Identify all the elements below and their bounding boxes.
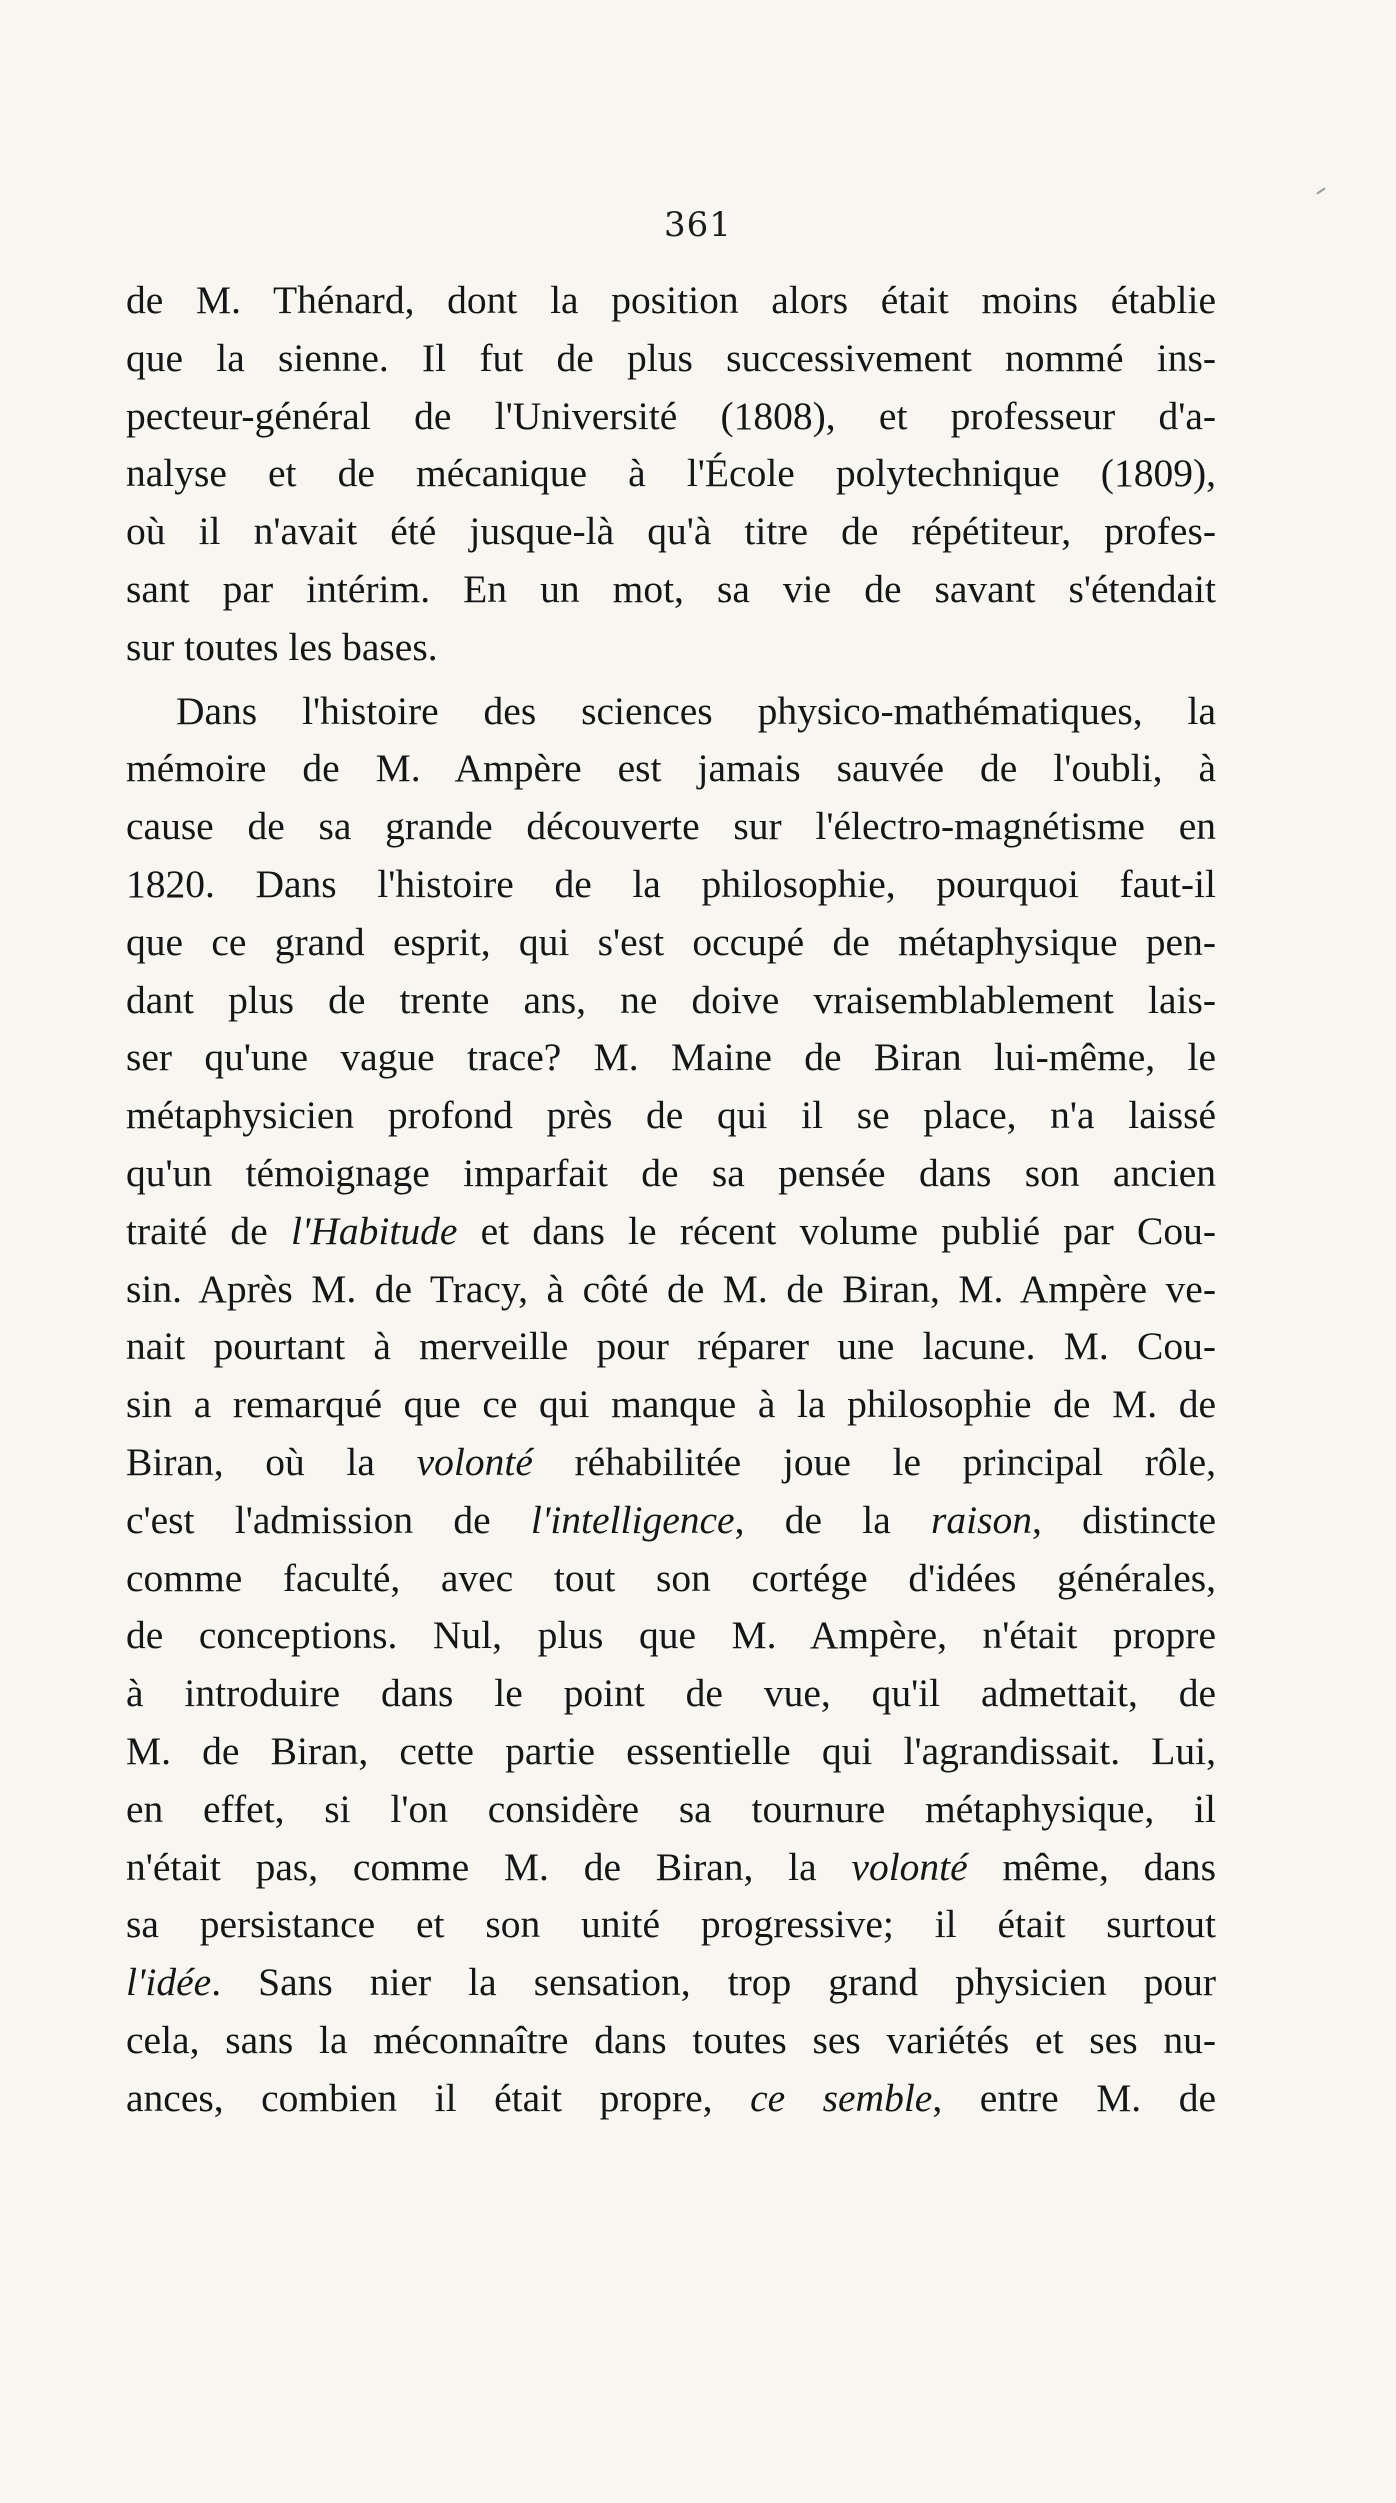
text-line: sin a remarqué que ce qui manque à la philosophie de M. de [126,1382,1216,1427]
text-line: Dans l'histoire des sciences physico-mathématiques, la [176,688,1216,733]
text-line: que ce grand esprit, qui s'est occupé de métaphysique pen- [126,919,1216,964]
text-line: à introduire dans le point de vue, qu'il admettait, de [126,1671,1216,1716]
italic-text: l'Habitude [290,1208,458,1253]
text-line: pecteur-général de l'Université (1808), et professeur d'a- [126,393,1216,438]
text-line: nalyse et de mécanique à l'École polytechnique (1809), [126,451,1216,496]
text-line: ser qu'une vague trace? M. Maine de Biran lui-même, le [126,1035,1216,1080]
page-number: 361 [664,205,732,245]
text-line: 1820. Dans l'histoire de la philosophie, pourquoi faut-il [126,861,1216,906]
text-line: ances, combien il était propre, ce semble, entre M. de [126,2075,1216,2120]
text-line: dant plus de trente ans, ne doive vraisemblablement lais- [126,977,1216,1022]
text-line: de M. Thénard, dont la position alors était moins établie [126,278,1216,322]
text-line: cela, sans la méconnaître dans toutes ses variétés et ses nu- [126,2017,1216,2062]
italic-text: l'intelligence [530,1497,735,1542]
text-line: qu'un témoignage imparfait de sa pensée dans son ancien [126,1150,1216,1195]
text-line: sin. Après M. de Tracy, à côté de M. de Biran, M. Ampère ve- [126,1266,1216,1311]
text-line: c'est l'admission de l'intelligence, de la raison, distincte [126,1497,1216,1542]
text-line: nait pourtant à merveille pour réparer une lacune. M. Cou- [126,1324,1216,1369]
italic-text: ce semble [750,2075,933,2120]
paragraph-2 [126,683,1216,2128]
text-line: sant par intérim. En un mot, sa vie de savant s'étendait [126,566,1216,611]
text-line: traité de l'Habitude et dans le récent volume publié par Cou- [126,1208,1216,1253]
text-line: métaphysicien profond près de qui il se place, n'a laissé [126,1093,1216,1138]
text-line: mémoire de M. Ampère est jamais sauvée de l'oubli, à [126,746,1216,791]
text-line: comme faculté, avec tout son cortége d'idées générales, [126,1555,1216,1600]
text-line: de conceptions. Nul, plus que M. Ampère, n'était propre [126,1613,1216,1658]
text-line: cause de sa grande découverte sur l'électro-magnétisme en [126,804,1216,849]
text-line: n'était pas, comme M. de Biran, la volonté même, dans [126,1844,1217,1889]
text-line: M. de Biran, cette partie essentielle qui l'agrandissait. Lui, [126,1728,1216,1773]
body-text [126,272,1216,2128]
text-line: où il n'avait été jusque-là qu'à titre de répétiteur, profes- [126,509,1216,554]
text-line: Biran, où la volonté réhabilitée joue le principal rôle, [126,1439,1217,1484]
italic-text: volonté [851,1844,968,1889]
text-line: sa persistance et son unité progressive; il était surtout [126,1902,1216,1947]
text-line: l'idée. Sans nier la sensation, trop grand physicien pour [126,1960,1216,2005]
paragraph-1 [126,272,1216,677]
italic-text: raison [931,1497,1033,1542]
text-line: sur toutes les bases. [126,624,438,669]
italic-text: l'idée [126,1960,212,2005]
italic-text: volonté [416,1439,533,1484]
margin-mark [1316,187,1325,194]
text-line: que la sienne. Il fut de plus successivement nommé ins- [126,335,1216,380]
text-line: en effet, si l'on considère sa tournure métaphysique, il [126,1786,1216,1831]
